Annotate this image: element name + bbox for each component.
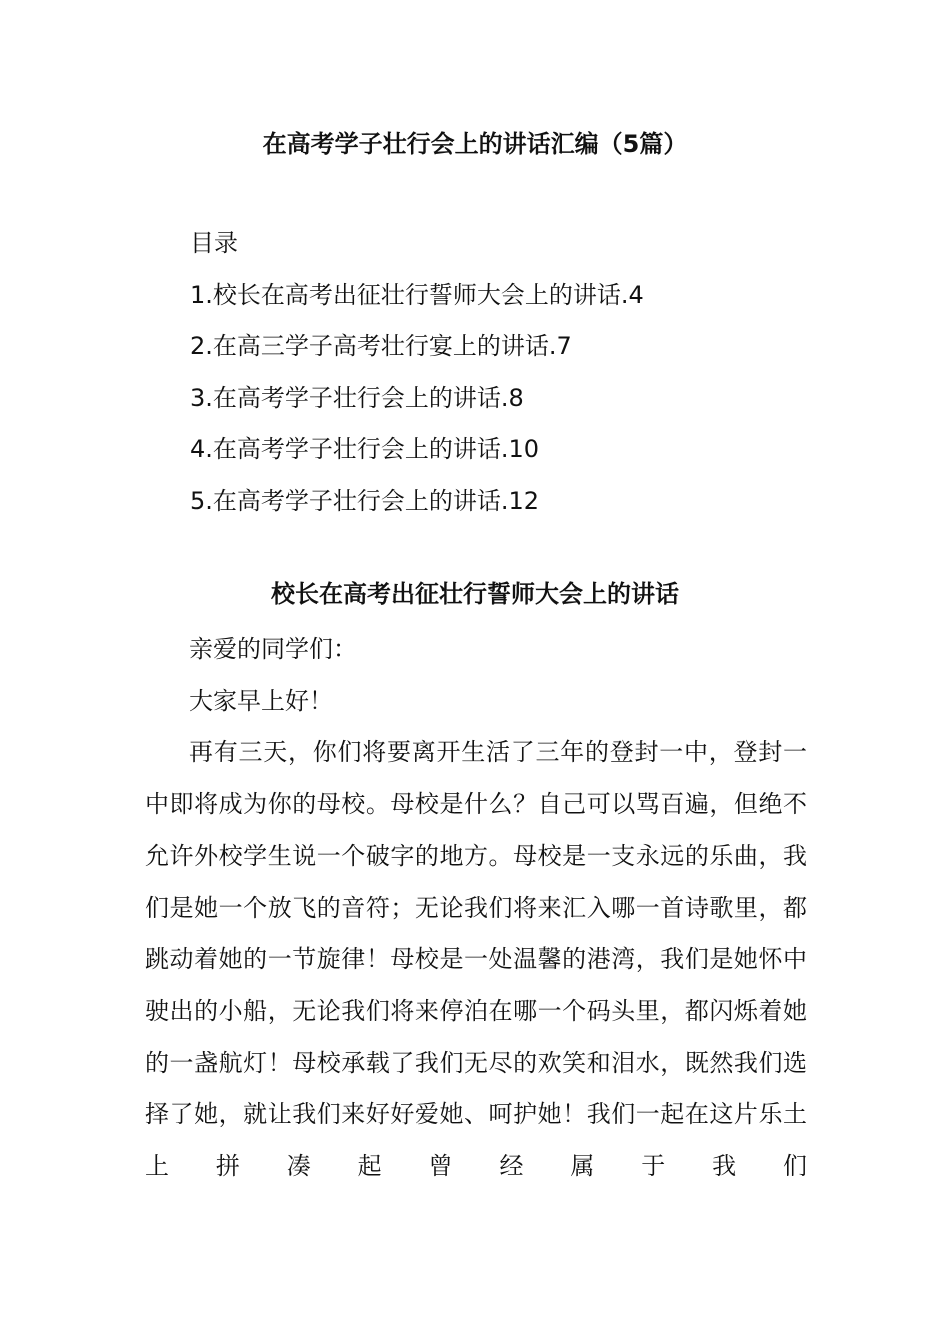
speech-body — [145, 624, 807, 1193]
toc-heading: 目录 — [190, 229, 238, 257]
document-title: 在高考学子壮行会上的讲话汇编（5篇） — [262, 130, 688, 158]
salutation: 亲爱的同学们： — [189, 635, 357, 663]
toc-item: 4.在高考学子壮行会上的讲话.10 — [190, 435, 540, 463]
section-title: 校长在高考出征壮行誓师大会上的讲话 — [271, 580, 679, 608]
table-of-contents — [190, 218, 830, 527]
toc-item: 2.在高三学子高考壮行宴上的讲话.7 — [190, 332, 572, 360]
toc-item: 1.校长在高考出征壮行誓师大会上的讲话.4 — [190, 280, 644, 309]
body-paragraph: 再有三天，你们将要离开生活了三年的登封一中，登封一中即将成为你的母校。母校是什么？自己可以骂百遍，但绝不允许外校学生说一个破字的地方。母校是一支永远的乐曲，我们是她一个放飞的音符；无论我们将来汇入哪一首诗歌里，都跳动着她的一节旋律！母校是一处温馨的港湾，我们是她怀中驶出的小船，无论我们将来停泊在哪一个码头里，都闪烁着她的一盏航灯！母校承载了我们无尽的欢笑和泪水，既然我们选择了她，就让我们来好好爱她、呵护她！我们一起在这片乐土上拼凑起曾经属于我们 — [145, 738, 807, 1181]
toc-item: 5.在高考学子壮行会上的讲话.12 — [190, 486, 540, 515]
toc-item: 3.在高考学子壮行会上的讲话.8 — [190, 383, 524, 412]
greeting: 大家早上好！ — [189, 686, 333, 715]
